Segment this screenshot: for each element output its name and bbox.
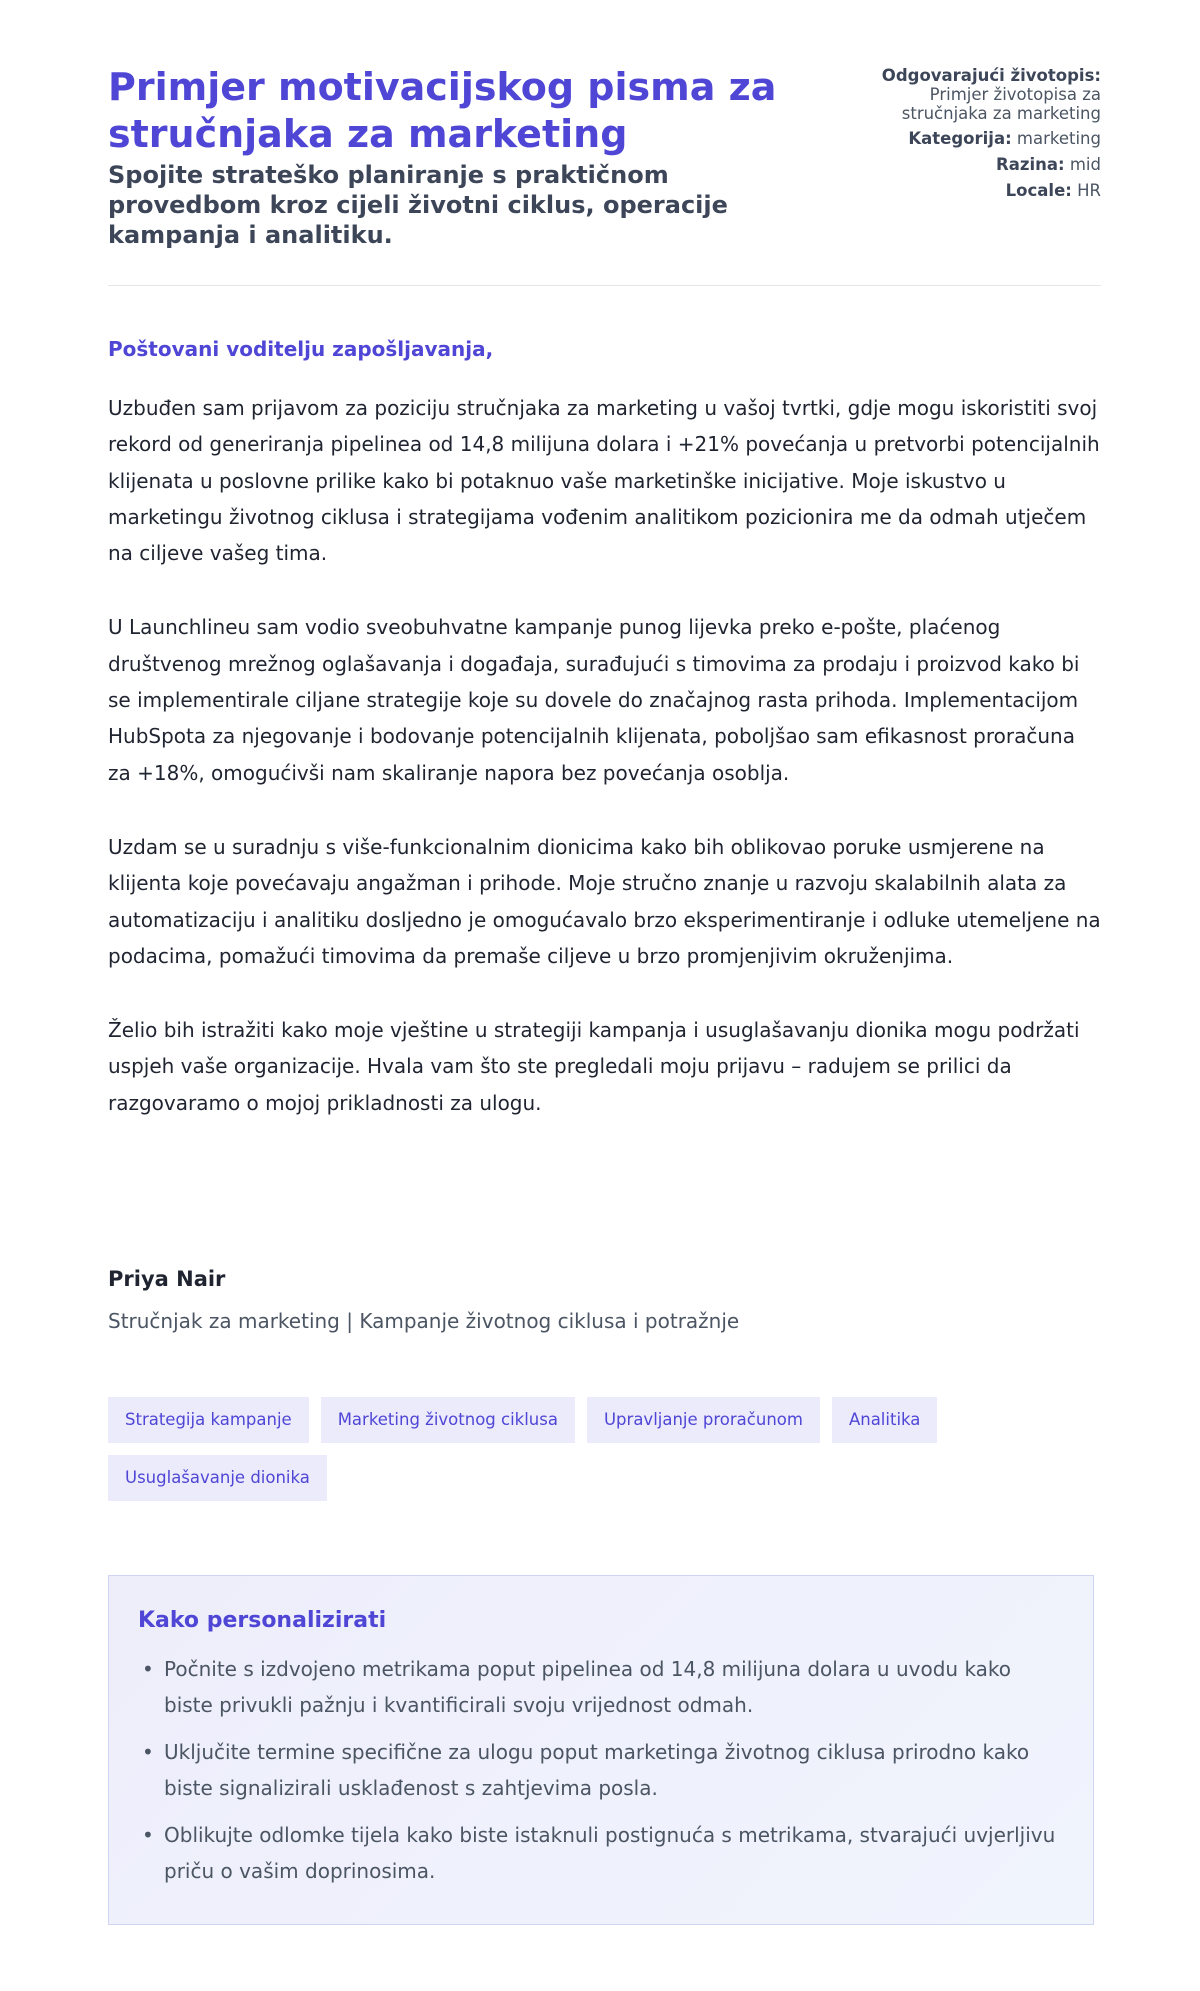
meta-locale-value: HR xyxy=(1077,181,1101,200)
tips-list xyxy=(138,1651,1065,1889)
letter-paragraph: Uzbuđen sam prijavom za poziciju stručnjaka za marketing u vašoj tvrtki, gdje mogu iskoristiti svoj rekord od generiranja pipelinea od 14,8 milijuna dolara i +21% povećanja u pretvorbi potencijalnih klijenata u poslovne prilike kako bi potaknuo vaše marketinške inicijative. Moje iskustvo u marketingu životnog ciklusa i strategijama vođenim analitikom pozicionira me da odmah utječem na ciljeve vašeg tima. xyxy=(108,396,1100,566)
signature-role: Stručnjak za marketing | Kampanje životnog ciklusa i potražnje xyxy=(108,1309,740,1333)
tips-item xyxy=(142,1817,1065,1889)
meta-category xyxy=(841,129,1101,148)
page-subtitle: Spojite strateško planiranje s praktičnom provedbom kroz cijeli životni ciklus, operacije kampanja i analitiku. xyxy=(108,161,728,249)
meta-level-label: Razina: xyxy=(996,155,1065,174)
meta-category-value: marketing xyxy=(1016,129,1101,148)
tips-item xyxy=(142,1651,1065,1723)
letter-body xyxy=(108,390,1101,1159)
meta-resume-label: Odgovarajući životopis: xyxy=(881,66,1101,85)
bullet-icon: • xyxy=(142,1823,154,1847)
meta-resume-link[interactable]: Primjer životopisa za stručnjaka za marketing xyxy=(901,85,1101,123)
meta-locale-label: Locale: xyxy=(1005,181,1072,200)
skill-tag: Analitika xyxy=(832,1397,937,1443)
tips-item-text: Oblikujte odlomke tijela kako biste istaknuli postignuća s metrikama, stvarajući uvjerljivu priču o vašim doprinosima. xyxy=(164,1823,1056,1883)
skill-tag: Usuglašavanje dionika xyxy=(108,1455,327,1501)
bullet-icon: • xyxy=(142,1657,154,1681)
letter-paragraph: Želio bih istražiti kako moje vještine u strategiji kampanja i usuglašavanju dionika mogu podržati uspjeh vaše organizacije. Hvala vam što ste pregledali moju prijavu – radujem se prilici da razgovaramo o mojoj prikladnosti za ulogu. xyxy=(108,1018,1080,1115)
page-header xyxy=(108,64,1101,250)
skill-tag: Upravljanje proračunom xyxy=(587,1397,820,1443)
tips-title: Kako personalizirati xyxy=(138,1608,387,1633)
letter-paragraph: Uzdam se u suradnju s više-funkcionalnim dionicima kako bih oblikovao poruke usmjerene na klijenta koje povećavaju angažman i prihode. Moje stručno znanje u razvoju skalabilnih alata za automatizaciju i analitiku dosljedno je omogućavalo brzo eksperimentiranje i odluke utemeljene na podacima, pomažući timovima da premaše ciljeve u brzo promjenjivim okruženjima. xyxy=(108,834,1101,968)
meta-level xyxy=(841,155,1101,174)
letter-paragraph: U Launchlineu sam vodio sveobuhvatne kampanje punog lijevka preko e-pošte, plaćenog društvenog mrežnog oglašavanja i događaja, surađujući s timovima za prodaju i proizvod kako bi se implementirale ciljane strategije koje su dovele do značajnog rasta prihoda. Implementacijom HubSpota za njegovanje i bodovanje potencijalnih klijenata, poboljšao sam efikasnost proračuna za +18%, omogućivši nam skaliranje napora bez povećanja osoblja. xyxy=(108,615,1080,785)
personalization-tips xyxy=(108,1575,1094,1925)
skill-tag: Strategija kampanje xyxy=(108,1397,309,1443)
skill-tag: Marketing životnog ciklusa xyxy=(321,1397,575,1443)
meta-locale xyxy=(841,181,1101,200)
tips-item xyxy=(142,1734,1065,1806)
bullet-icon: • xyxy=(142,1740,154,1764)
tips-item-text: Počnite s izdvojeno metrikama poput pipelinea od 14,8 milijuna dolara u uvodu kako biste privukli pažnju i kvantificirali svoju vrijednost odmah. xyxy=(164,1657,1012,1717)
header-divider xyxy=(108,285,1101,286)
skill-tags xyxy=(108,1397,1101,1501)
meta-panel xyxy=(841,66,1101,207)
page-title: Primjer motivacijskog pisma za stručnjaka za marketing xyxy=(108,65,777,156)
letter-greeting: Poštovani voditelju zapošljavanja, xyxy=(108,337,494,361)
tips-item-text: Uključite termine specifične za ulogu poput marketinga životnog ciklusa prirodno kako biste signalizirali usklađenost s zahtjevima posla. xyxy=(164,1740,1030,1800)
signature-name: Priya Nair xyxy=(108,1267,226,1291)
meta-level-value: mid xyxy=(1069,155,1101,174)
meta-resume xyxy=(841,66,1101,123)
meta-category-label: Kategorija: xyxy=(908,129,1012,148)
